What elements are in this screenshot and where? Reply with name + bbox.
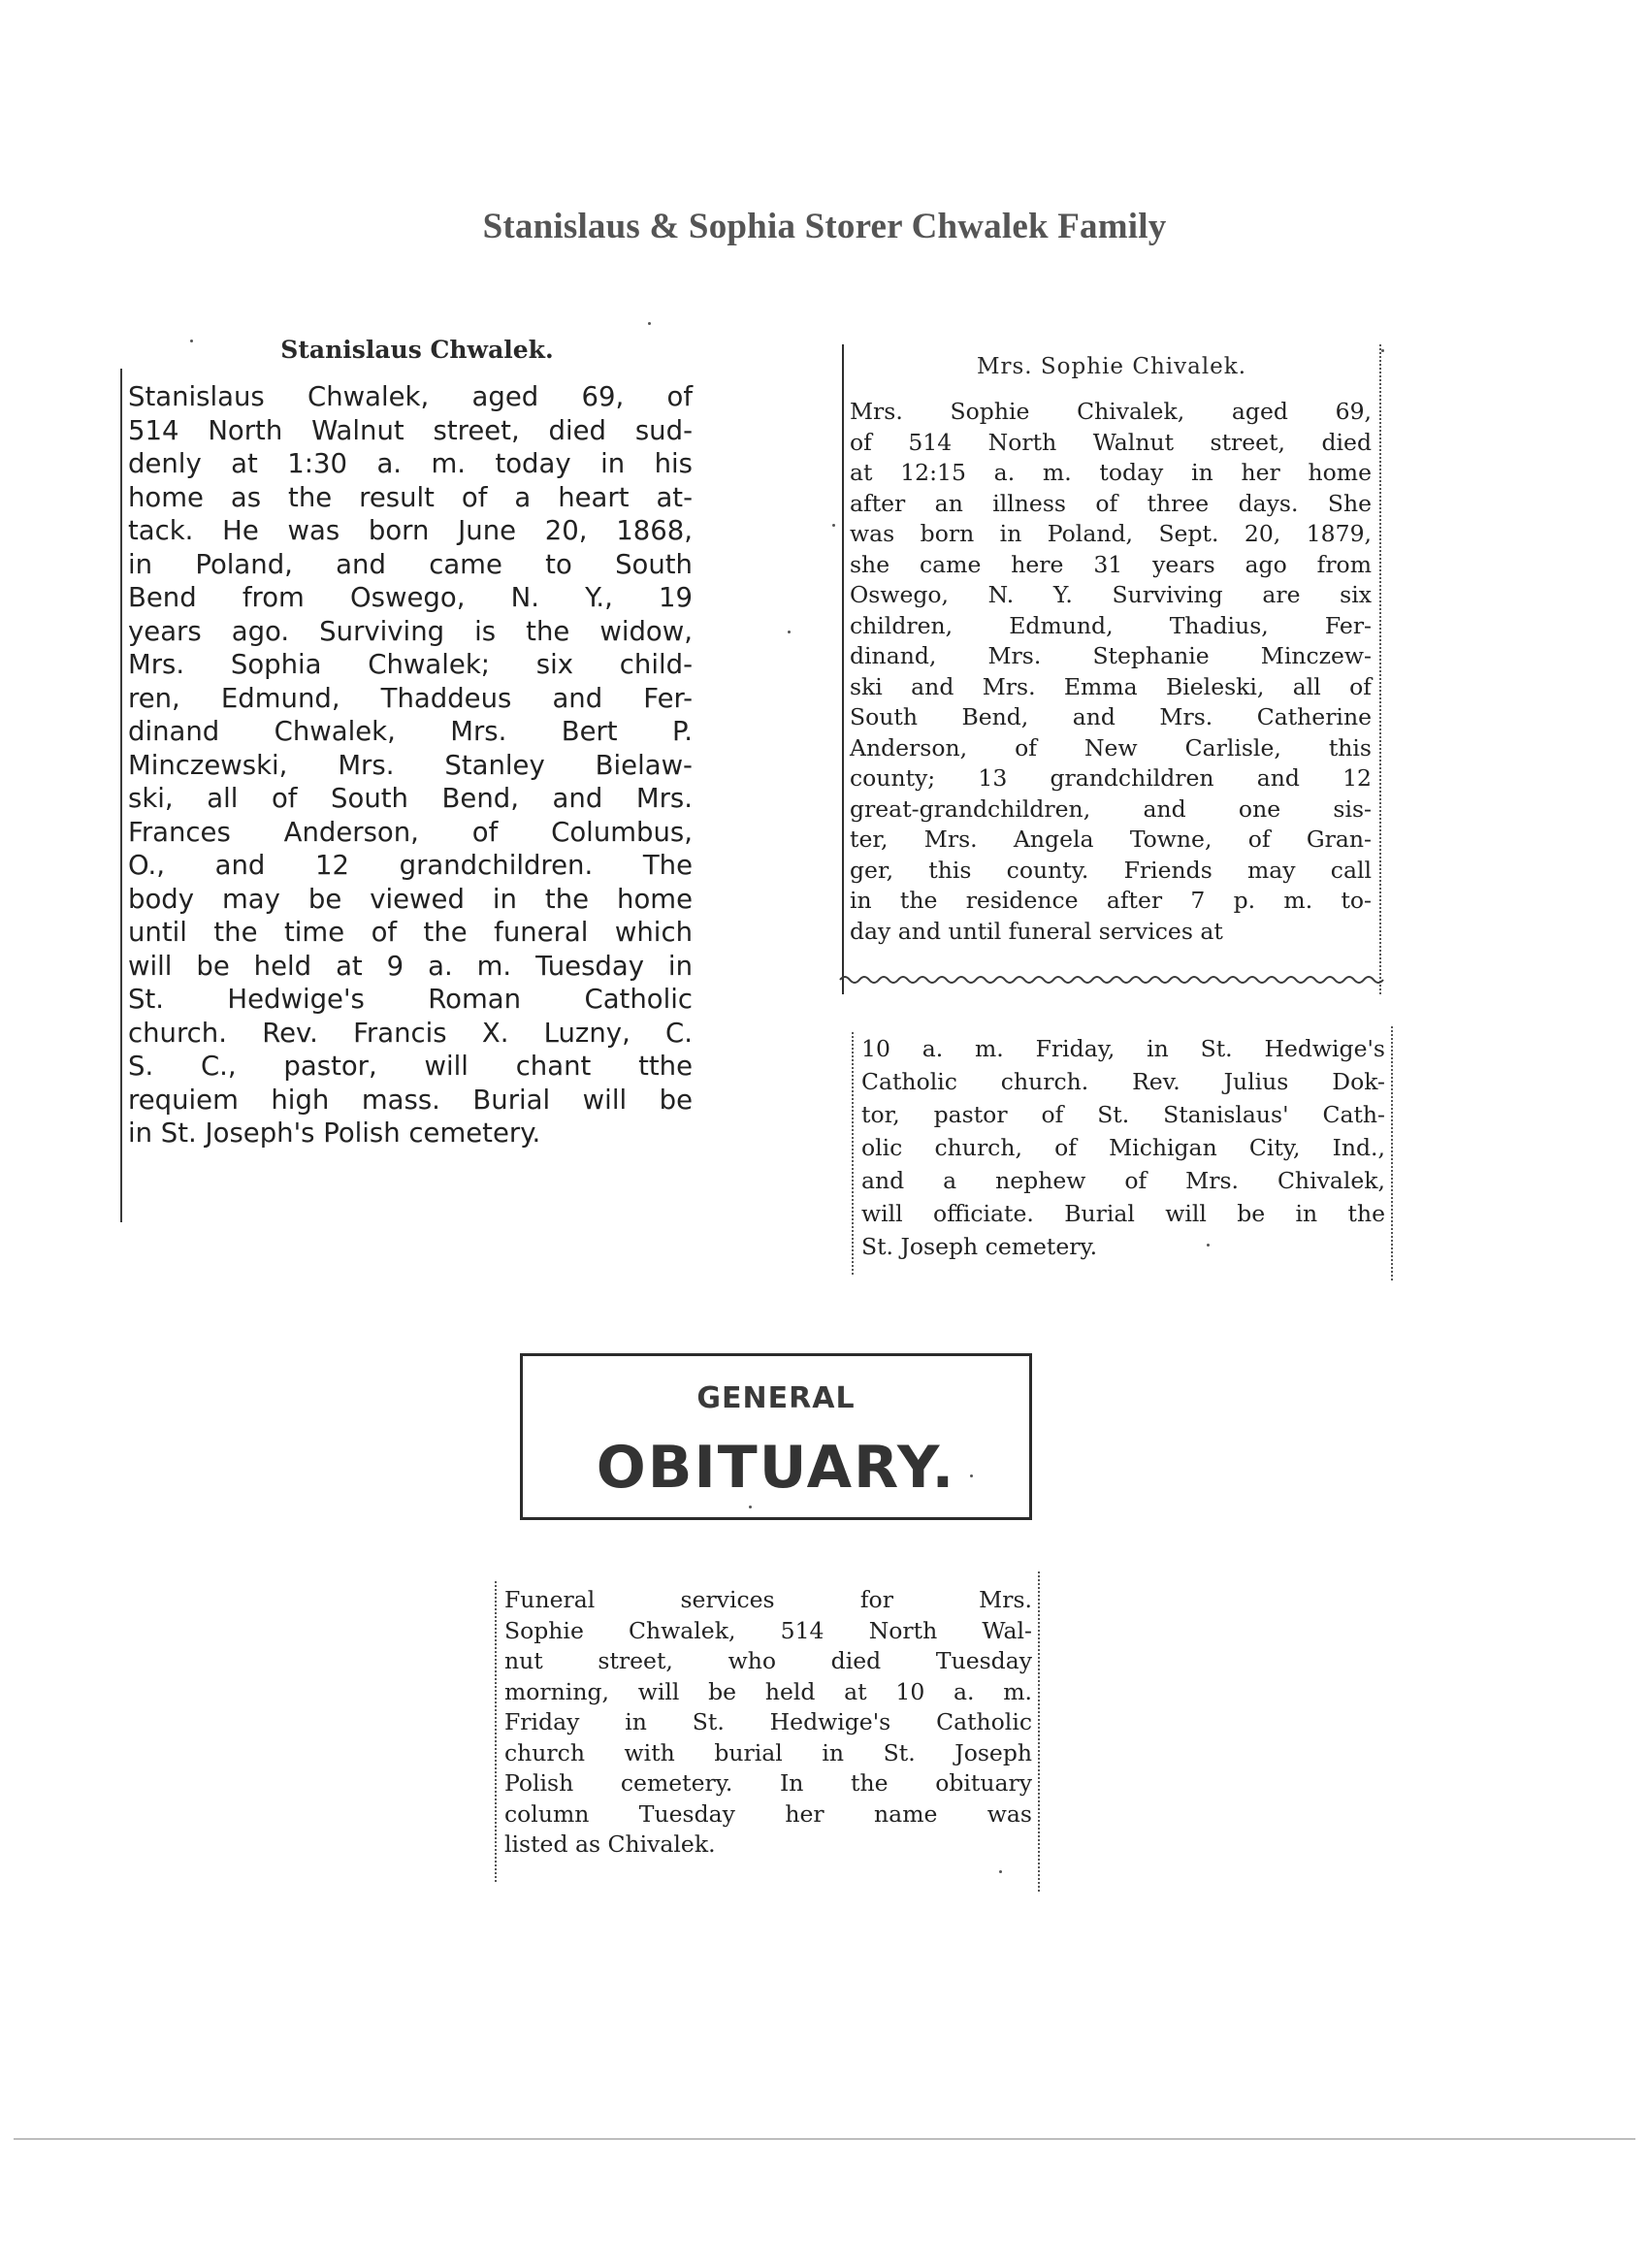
text-line: Sophie Chwalek, 514 North Wal- <box>504 1616 1032 1644</box>
text-line: column Tuesday her name was <box>504 1799 1032 1828</box>
text-line: dinand, Mrs. Stephanie Minczew- <box>850 642 1372 669</box>
text-line: in St. Joseph's Polish cemetery. <box>128 1118 541 1149</box>
text-line: dinand Chwalek, Mrs. Bert P. <box>128 716 693 747</box>
scan-speck <box>788 631 791 633</box>
text-line: day and until funeral services at <box>850 917 1223 945</box>
text-line: listed as Chivalek. <box>504 1831 716 1858</box>
text-line: Mrs. Sophia Chwalek; six child- <box>128 649 693 680</box>
scan-speck <box>1207 1244 1210 1247</box>
text-line: Minczewski, Mrs. Stanley Bielaw- <box>128 749 693 781</box>
text-line: nut street, who died Tuesday <box>504 1647 1032 1674</box>
text-line: denly at 1:30 a. m. today in his <box>128 448 693 479</box>
text-line: morning, will be held at 10 a. m. <box>504 1677 1032 1705</box>
scan-speck <box>832 524 835 527</box>
text-line: ski, all of South Bend, and Mrs. <box>128 783 693 814</box>
banner-subheading: GENERAL <box>696 1381 856 1415</box>
text-line: ger, this county. Friends may call <box>850 856 1372 884</box>
scan-speck <box>749 1506 752 1508</box>
text-line: church. Rev. Francis X. Luzny, C. <box>128 1017 693 1049</box>
obituary-clipping-stanislaus <box>116 330 718 1224</box>
clipping-heading: Mrs. Sophie Chivalek. <box>976 354 1247 379</box>
text-line: body may be viewed in the home <box>128 883 693 915</box>
text-line: great-grandchildren, and one sis- <box>850 794 1372 823</box>
text-line: of 514 North Walnut street, died <box>850 428 1372 456</box>
text-line: ter, Mrs. Angela Towne, of Gran- <box>850 826 1372 853</box>
obituary-clipping-sophie <box>836 344 1387 992</box>
text-line: children, Edmund, Thadius, Fer- <box>850 611 1372 639</box>
text-line: tor, pastor of St. Stanislaus' Cath- <box>861 1101 1385 1128</box>
scan-speck <box>999 1870 1002 1873</box>
text-line: Frances Anderson, of Columbus, <box>128 816 693 848</box>
text-line: and a nephew of Mrs. Chivalek, <box>861 1167 1385 1194</box>
column-rule-right <box>1391 1026 1393 1280</box>
scan-speck <box>1381 349 1384 352</box>
text-line: ren, Edmund, Thaddeus and Fer- <box>128 682 693 714</box>
column-rule <box>852 1032 854 1275</box>
text-line: Oswego, N. Y. Surviving are six <box>850 581 1372 608</box>
text-line: O., and 12 grandchildren. The <box>128 850 693 881</box>
page-bottom-rule <box>14 2138 1635 2140</box>
torn-edge-line <box>836 965 1387 994</box>
funeral-notice-clipping <box>493 1571 1046 1892</box>
clipping-body <box>128 380 693 1150</box>
text-line: Mrs. Sophie Chivalek, aged 69, <box>850 398 1372 425</box>
text-line: until the time of the funeral which <box>128 917 693 948</box>
general-obituary-banner <box>520 1353 1032 1520</box>
text-line: St. Hedwige's Roman Catholic <box>128 984 693 1015</box>
column-rule <box>842 344 844 994</box>
scan-speck <box>648 322 651 325</box>
column-rule <box>495 1581 497 1882</box>
text-line: home as the result of a heart at- <box>128 481 693 513</box>
text-line: she came here 31 years ago from <box>850 550 1372 578</box>
text-line: Funeral services for Mrs. <box>504 1586 1032 1613</box>
text-line: church with burial in St. Joseph <box>504 1738 1032 1766</box>
column-rule-right <box>1038 1571 1040 1892</box>
text-line: Friday in St. Hedwige's Catholic <box>504 1708 1032 1735</box>
banner-heading: OBITUARY. <box>596 1434 956 1502</box>
text-line: Catholic church. Rev. Julius Dok- <box>861 1068 1385 1095</box>
clipping-heading: Stanislaus Chwalek. <box>280 336 554 364</box>
text-line: requiem high mass. Burial will be <box>128 1084 693 1116</box>
clipping-body <box>850 397 1372 947</box>
scan-speck <box>190 340 193 342</box>
text-line: South Bend, and Mrs. Catherine <box>850 703 1372 730</box>
column-rule-right <box>1379 344 1381 994</box>
scan-speck <box>970 1474 973 1477</box>
text-line: Anderson, of New Carlisle, this <box>850 733 1372 761</box>
text-line: county; 13 grandchildren and 12 <box>850 764 1372 792</box>
text-line: tack. He was born June 20, 1868, <box>128 515 693 546</box>
text-line: 514 North Walnut street, died sud- <box>128 414 693 446</box>
text-line: Polish cemetery. In the obituary <box>504 1769 1032 1797</box>
text-line: years ago. Surviving is the widow, <box>128 615 693 647</box>
clipping-body <box>861 1032 1385 1263</box>
text-line: after an illness of three days. She <box>850 489 1372 517</box>
page-title: Stanislaus & Sophia Storer Chwalek Family <box>482 207 1167 246</box>
text-line: will be held at 9 a. m. Tuesday in <box>128 950 693 982</box>
text-line: ski and Mrs. Emma Bieleski, all of <box>850 672 1372 700</box>
column-rule <box>120 369 122 1222</box>
text-line: was born in Poland, Sept. 20, 1879, <box>850 520 1372 547</box>
obituary-clipping-continuation <box>848 1026 1401 1280</box>
text-line: 10 a. m. Friday, in St. Hedwige's <box>861 1035 1385 1062</box>
text-line: Stanislaus Chwalek, aged 69, of <box>128 381 693 412</box>
text-line: Bend from Oswego, N. Y., 19 <box>128 582 693 613</box>
text-line: at 12:15 a. m. today in her home <box>850 459 1372 486</box>
clipping-body <box>504 1585 1032 1861</box>
text-line: in Poland, and came to South <box>128 548 693 580</box>
text-line: in the residence after 7 p. m. to- <box>850 887 1372 914</box>
text-line: S. C., pastor, will chant tthe <box>128 1051 693 1082</box>
text-line: will officiate. Burial will be in the <box>861 1200 1385 1227</box>
text-line: St. Joseph cemetery. <box>861 1233 1098 1260</box>
text-line: olic church, of Michigan City, Ind., <box>861 1134 1385 1161</box>
